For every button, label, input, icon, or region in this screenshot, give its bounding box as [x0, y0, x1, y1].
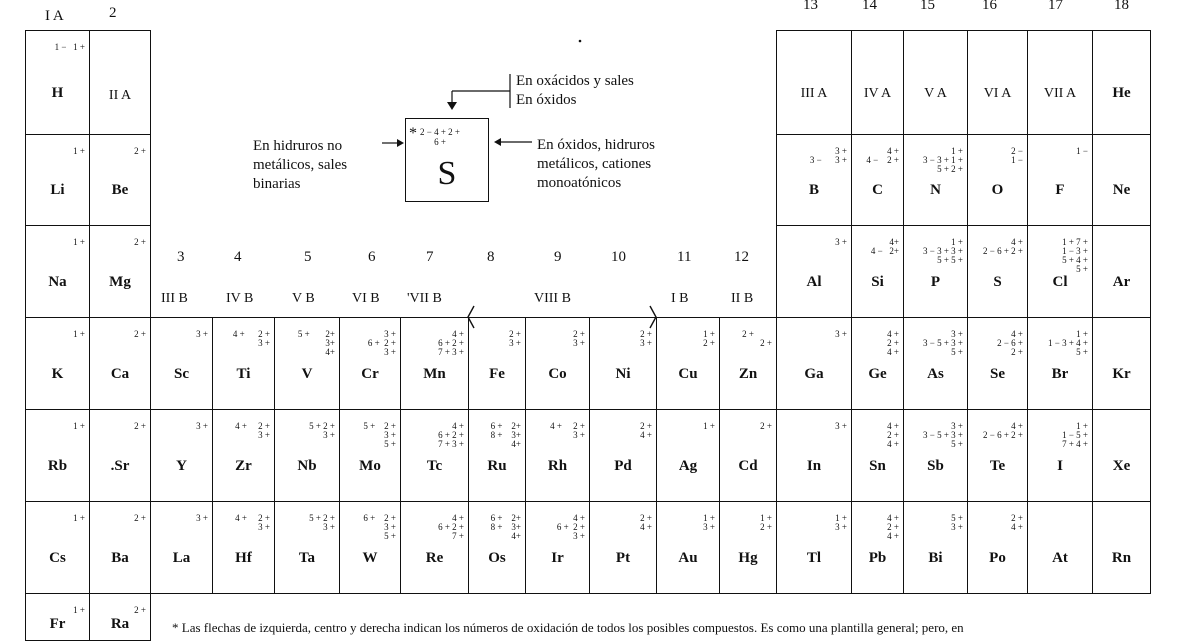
- element-cell-cs: [25, 501, 90, 594]
- element-cell-rb: [25, 409, 90, 502]
- element-cell-tc: [400, 409, 469, 502]
- oxidation-states: 6 + 2 + 3 + 5 +: [363, 513, 396, 541]
- oxidation-states: 1 + 1 − 5 + 7 + 4 +: [1062, 421, 1088, 449]
- element-cell-te: [967, 409, 1028, 502]
- group-roman-VIA: VI A: [983, 86, 1012, 101]
- oxidation-states: 4 + 2 + 3 +: [550, 421, 585, 440]
- element-cell-rn: [1092, 501, 1151, 594]
- element-symbol: Mn: [423, 366, 446, 382]
- element-cell-pb: [851, 501, 904, 594]
- group-roman-IIA: II A: [108, 88, 132, 104]
- element-symbol: La: [172, 550, 191, 566]
- group-header-VA: [903, 30, 968, 135]
- element-symbol: Al: [806, 274, 822, 290]
- oxidation-states: 1 + 3 − 3 + 3 + 5 + 5 +: [923, 237, 963, 265]
- group-roman-IVA: IV A: [863, 86, 892, 101]
- element-cell-mn: [400, 317, 469, 410]
- oxidation-states: 2 + 2 +: [742, 329, 772, 348]
- element-cell-ni: [589, 317, 657, 410]
- oxidation-states: 1 +: [73, 146, 85, 156]
- element-symbol: Ca: [110, 366, 130, 382]
- element-symbol: N: [930, 182, 941, 198]
- legend-left-note: En hidruros no metálicos, sales binarias: [253, 138, 348, 192]
- element-cell-pd: [589, 409, 657, 502]
- oxidation-states: 2 + 3 +: [573, 329, 585, 348]
- oxidation-states: 1 + 2 +: [760, 513, 772, 532]
- legend-top-note: En oxácidos y sales En óxidos: [516, 73, 634, 108]
- element-cell-f: [1027, 134, 1093, 226]
- element-symbol: Ra: [110, 616, 130, 632]
- oxidation-states: 1 + 7 + 1 − 3 + 5 + 4 + 5 +: [1062, 237, 1088, 274]
- element-symbol: Fr: [49, 616, 66, 632]
- element-symbol: Ba: [111, 550, 129, 566]
- oxidation-states: 5 + 2 + 3 + 5 +: [363, 421, 396, 449]
- element-cell-y: [150, 409, 213, 502]
- element-cell-w: [339, 501, 401, 594]
- element-cell-ta: [274, 501, 340, 594]
- element-cell-ru: [468, 409, 526, 502]
- element-cell-na: [25, 225, 90, 318]
- element-symbol: Rb: [47, 458, 68, 474]
- element-cell-fe: [468, 317, 526, 410]
- element-cell-ir: [525, 501, 590, 594]
- group-header-VIA: [967, 30, 1028, 135]
- element-symbol: Hf: [235, 550, 252, 566]
- element-cell-kr: [1092, 317, 1151, 410]
- element-symbol: Ga: [804, 366, 824, 382]
- element-cell-po: [967, 501, 1028, 594]
- element-symbol: Ni: [615, 366, 631, 382]
- group-label-17: 17: [1048, 0, 1063, 13]
- group-label-14: 14: [862, 0, 877, 13]
- element-cell-mg: [89, 225, 151, 318]
- element-cell-au: [656, 501, 720, 594]
- element-cell-in: [776, 409, 852, 502]
- element-cell-xe: [1092, 409, 1151, 502]
- group-label-3: 3: [177, 249, 185, 265]
- footnote: * Las flechas de izquierda, centro y derecha indican los números de oxidación de todos los posibles compuestos. Es como una plantilla general; pero, en: [172, 620, 964, 635]
- element-cell-ti: [212, 317, 275, 410]
- element-symbol: Rn: [1111, 550, 1132, 566]
- element-cell-cr: [339, 317, 401, 410]
- element-cell-sr: [89, 409, 151, 502]
- element-cell-hg: [719, 501, 777, 594]
- group-roman-IIIA: III A: [800, 86, 828, 101]
- element-symbol: Ir: [551, 550, 564, 566]
- element-cell-be: [89, 134, 151, 226]
- element-symbol: K: [51, 366, 64, 382]
- element-symbol: Se: [990, 366, 1005, 382]
- element-cell-v: [274, 317, 340, 410]
- oxidation-states: 4 + 2 − 6 + 2 +: [997, 329, 1023, 357]
- element-cell-re: [400, 501, 469, 594]
- group-label-16: 16: [982, 0, 997, 13]
- element-symbol: Br: [1051, 366, 1069, 382]
- element-symbol: Ti: [236, 366, 251, 382]
- oxidation-states: 4 + 2 + 3 +: [235, 513, 270, 532]
- oxidation-states: 3 +: [196, 329, 208, 339]
- element-symbol: O: [991, 182, 1004, 198]
- group-label-2: 2: [109, 5, 117, 21]
- element-symbol: Mg: [109, 274, 131, 290]
- oxidation-states: 4 + 2 − 6 + 2 +: [983, 237, 1023, 256]
- element-symbol: Ta: [298, 550, 316, 566]
- group-roman-IB: I B: [671, 291, 689, 306]
- element-symbol: Sb: [927, 458, 944, 474]
- element-cell-ne: [1092, 134, 1151, 226]
- oxidation-states: 3 +: [196, 513, 208, 523]
- group-roman-IIIB: III B: [161, 291, 188, 306]
- oxidation-states: 3 +: [835, 421, 847, 431]
- group-roman-VIIIB: VIII B: [534, 291, 571, 306]
- element-symbol: Hg: [738, 550, 758, 566]
- element-cell-cd: [719, 409, 777, 502]
- oxidation-states: 4 + 2 + 4 +: [887, 421, 899, 449]
- oxidation-states: 1 +: [73, 513, 85, 523]
- oxidation-states: 1 +: [73, 421, 85, 431]
- element-cell-ra: [89, 593, 151, 641]
- element-cell-c: [851, 134, 904, 226]
- oxidation-states: 1 +: [73, 605, 85, 615]
- element-cell-la: [150, 501, 213, 594]
- element-cell-ba: [89, 501, 151, 594]
- group-label-11: 11: [677, 249, 692, 265]
- element-symbol: Re: [425, 550, 444, 566]
- element-cell-he: [1092, 30, 1151, 135]
- element-cell-sc: [150, 317, 213, 410]
- element-symbol: Cs: [49, 550, 66, 566]
- oxidation-states: 2 +: [134, 146, 146, 156]
- oxidation-states: 5 + 2 + 3 +: [309, 421, 335, 440]
- oxidation-states: 4 + 6 + 2 + 7 + 3 +: [438, 329, 464, 357]
- group-roman-IIB: II B: [731, 291, 754, 306]
- element-cell-sn: [851, 409, 904, 502]
- element-symbol: B: [808, 182, 819, 198]
- element-cell-at: [1027, 501, 1093, 594]
- element-symbol: Fe: [489, 366, 505, 382]
- element-cell-k: [25, 317, 90, 410]
- oxidation-states: 4 + 6 + 2 + 7 + 3 +: [438, 421, 464, 449]
- element-cell-se: [967, 317, 1028, 410]
- element-symbol: Co: [548, 366, 567, 382]
- element-symbol: As: [927, 366, 944, 382]
- group-header-IIIA: [776, 30, 852, 135]
- legend-symbol: S: [437, 155, 457, 192]
- oxidation-states: 6 + 2+ 8 + 3+ 4+: [490, 513, 521, 541]
- element-cell-pt: [589, 501, 657, 594]
- element-symbol: Ag: [678, 458, 698, 474]
- group-label-9: 9: [554, 249, 562, 265]
- oxidation-states: 1 − 1 +: [54, 42, 85, 52]
- oxidation-states: 5 + 2+ 3+ 4+: [297, 329, 335, 357]
- element-symbol: Cr: [361, 366, 379, 382]
- oxidation-states: 1 + 3 − 3 + 1 + 5 + 2 +: [923, 146, 963, 174]
- element-symbol: Cl: [1052, 274, 1068, 290]
- element-symbol: Sn: [869, 458, 886, 474]
- oxidation-states: 5 + 3 +: [951, 513, 963, 532]
- oxidation-states: 4 + 4 − 2 +: [866, 146, 899, 165]
- element-cell-fr: [25, 593, 90, 641]
- oxidation-states: 3 +: [835, 237, 847, 247]
- element-cell-hf: [212, 501, 275, 594]
- group-label-7: 7: [426, 249, 434, 265]
- element-symbol: Bi: [928, 550, 943, 566]
- oxidation-states: 4 + 2 + 4 +: [887, 513, 899, 541]
- element-symbol: S: [993, 274, 1002, 290]
- element-symbol: P: [930, 274, 941, 290]
- group-header-IVA: [851, 30, 904, 135]
- element-cell-ge: [851, 317, 904, 410]
- element-symbol: Zn: [738, 366, 758, 382]
- group-label-12: 12: [734, 249, 749, 265]
- element-cell-li: [25, 134, 90, 226]
- oxidation-states: 2 +: [134, 329, 146, 339]
- legend-right-note: En óxidos, hidruros metálicos, cationes monoatónicos: [537, 137, 655, 191]
- element-symbol: C: [872, 182, 883, 198]
- oxidation-states: 3 + 6 + 2 + 3 +: [367, 329, 396, 357]
- oxidation-states: 1 + 2 +: [703, 329, 715, 348]
- element-symbol: Pt: [615, 550, 631, 566]
- element-symbol: He: [1112, 85, 1131, 101]
- oxidation-states: 4+ 4 − 2+: [870, 237, 899, 256]
- element-cell-mo: [339, 409, 401, 502]
- element-cell-ag: [656, 409, 720, 502]
- element-cell-ca: [89, 317, 151, 410]
- element-cell-p: [903, 225, 968, 318]
- element-symbol: Ar: [1112, 274, 1131, 290]
- group-roman-VIIA: VII A: [1043, 86, 1077, 101]
- element-cell-tl: [776, 501, 852, 594]
- group-header-VIIA: [1027, 30, 1093, 135]
- element-symbol: Si: [871, 274, 884, 290]
- group-roman-VIIB: 'VII B: [407, 291, 442, 306]
- element-symbol: W: [362, 550, 378, 566]
- group-roman-VIB: VI B: [352, 291, 380, 306]
- oxidation-states: 2 +: [134, 513, 146, 523]
- group-label-4: 4: [234, 249, 242, 265]
- oxidation-states: 1 +: [73, 237, 85, 247]
- element-cell-ar: [1092, 225, 1151, 318]
- element-symbol: Na: [48, 274, 67, 290]
- element-symbol: H: [51, 85, 64, 101]
- oxidation-states: 2 − 1 −: [1011, 146, 1023, 165]
- group-label-15: 15: [920, 0, 935, 13]
- legend-oxidation-states: 2 − 4 + 2 + 6 +: [420, 127, 460, 147]
- oxidation-states: 2 + 4 +: [640, 513, 652, 532]
- oxidation-states: 3 + 3 − 5 + 3 + 5 +: [923, 421, 963, 449]
- element-symbol: Au: [678, 550, 698, 566]
- oxidation-states: 1 + 3 +: [703, 513, 715, 532]
- oxidation-states: 4 + 2 + 3 +: [235, 421, 270, 440]
- element-symbol: Li: [50, 182, 65, 198]
- element-cell-co: [525, 317, 590, 410]
- oxidation-states: 1 + 1 − 3 + 4 + 5 +: [1048, 329, 1088, 357]
- oxidation-states: 2 + 3 +: [640, 329, 652, 348]
- oxidation-states: 6 + 2+ 8 + 3+ 4+: [490, 421, 521, 449]
- oxidation-states: 1 −: [1076, 146, 1088, 156]
- element-cell-sb: [903, 409, 968, 502]
- oxidation-states: 2 + 4 +: [1011, 513, 1023, 532]
- oxidation-states: 4 + 2 + 4 +: [887, 329, 899, 357]
- element-cell-o: [967, 134, 1028, 226]
- element-cell-si: [851, 225, 904, 318]
- element-cell-rh: [525, 409, 590, 502]
- element-symbol: F: [1055, 182, 1065, 198]
- element-symbol: Cu: [678, 366, 698, 382]
- element-symbol: Xe: [1112, 458, 1131, 474]
- element-symbol: Te: [989, 458, 1006, 474]
- element-cell-cu: [656, 317, 720, 410]
- oxidation-states: 3 +: [196, 421, 208, 431]
- element-symbol: Y: [176, 458, 187, 474]
- element-symbol: At: [1052, 550, 1068, 566]
- oxidation-states: 4 + 6 + 2 + 7 +: [438, 513, 464, 541]
- element-cell-nb: [274, 409, 340, 502]
- group-roman-IVB: IV B: [226, 291, 254, 306]
- group-label-8: 8: [487, 249, 495, 265]
- element-cell-os: [468, 501, 526, 594]
- group-label-18: 18: [1114, 0, 1129, 13]
- element-symbol: Cd: [738, 458, 758, 474]
- oxidation-states: 2 + 4 +: [640, 421, 652, 440]
- oxidation-states: 2 +: [134, 605, 146, 615]
- element-symbol: Rh: [547, 458, 568, 474]
- element-symbol: Tc: [426, 458, 443, 474]
- group-roman-VB: V B: [292, 291, 315, 306]
- group-label-5: 5: [304, 249, 312, 265]
- legend-star: *: [409, 125, 417, 142]
- oxidation-states: 1 +: [703, 421, 715, 431]
- oxidation-states: 1 +: [73, 329, 85, 339]
- element-cell-al: [776, 225, 852, 318]
- element-cell-cl: [1027, 225, 1093, 318]
- element-cell-as: [903, 317, 968, 410]
- oxidation-states: 3 +: [835, 329, 847, 339]
- element-symbol: Ne: [1112, 182, 1131, 198]
- element-symbol: Zr: [235, 458, 252, 474]
- element-cell-zr: [212, 409, 275, 502]
- element-symbol: Ru: [487, 458, 507, 474]
- element-cell-ga: [776, 317, 852, 410]
- oxidation-states: 4 + 2 + 3 +: [232, 329, 270, 348]
- oxidation-states: 2 +: [760, 421, 772, 431]
- oxidation-states: 4 + 6 + 2 + 3 +: [556, 513, 585, 541]
- element-symbol: Os: [488, 550, 506, 566]
- oxidation-states: 2 +: [134, 421, 146, 431]
- element-symbol: Mo: [359, 458, 381, 474]
- group-label-13: 13: [803, 0, 818, 13]
- group-label-6: 6: [368, 249, 376, 265]
- element-symbol: Po: [989, 550, 1006, 566]
- element-symbol: Sc: [174, 366, 189, 382]
- oxidation-states: 2 + 3 +: [509, 329, 521, 348]
- element-symbol: Nb: [297, 458, 317, 474]
- element-cell-i: [1027, 409, 1093, 502]
- element-symbol: Pb: [868, 550, 887, 566]
- group-label-1: I A: [45, 8, 64, 24]
- element-cell-b: [776, 134, 852, 226]
- oxidation-states: 4 + 2 − 6 + 2 +: [983, 421, 1023, 440]
- oxidation-states: 3 + 3 − 3 +: [809, 146, 847, 165]
- group-roman-VA: V A: [924, 86, 947, 101]
- element-cell-s: [967, 225, 1028, 318]
- group-label-10: 10: [611, 249, 626, 265]
- element-cell-h: [25, 30, 90, 135]
- oxidation-states: 5 + 2 + 3 +: [309, 513, 335, 532]
- oxidation-states: 2 +: [134, 237, 146, 247]
- oxidation-states: 3 + 3 − 5 + 3 + 5 +: [923, 329, 963, 357]
- oxidation-states: 1 + 3 +: [835, 513, 847, 532]
- group-header-IIA: [89, 30, 151, 135]
- element-cell-bi: [903, 501, 968, 594]
- element-symbol: I: [1057, 458, 1063, 474]
- element-cell-zn: [719, 317, 777, 410]
- element-symbol: Ge: [868, 366, 887, 382]
- element-cell-br: [1027, 317, 1093, 410]
- element-cell-n: [903, 134, 968, 226]
- element-symbol: Be: [111, 182, 129, 198]
- element-symbol: V: [301, 366, 313, 382]
- element-symbol: Pd: [614, 458, 632, 474]
- element-symbol: In: [806, 458, 822, 474]
- element-symbol: Kr: [1112, 366, 1131, 382]
- element-symbol: Tl: [806, 550, 822, 566]
- element-symbol: .Sr: [110, 458, 130, 474]
